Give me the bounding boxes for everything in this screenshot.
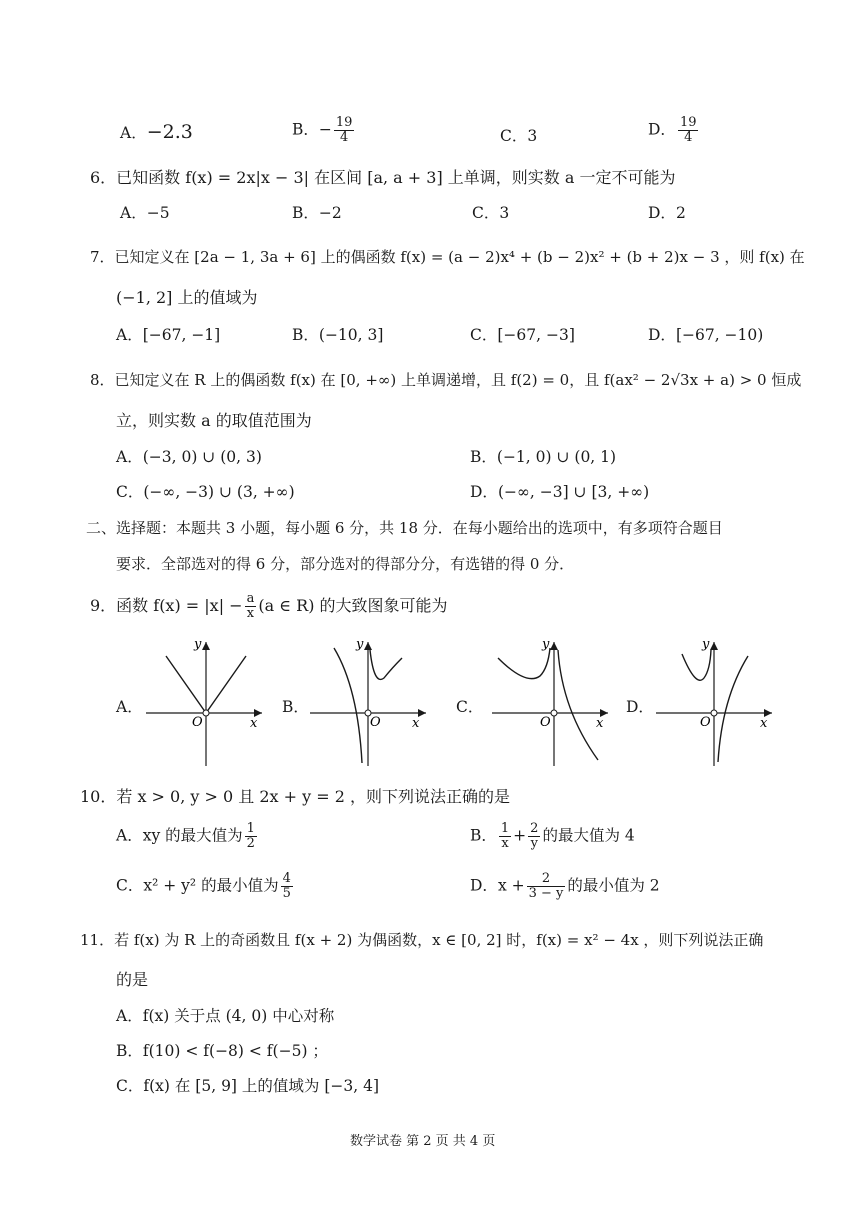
q10-option-b-num2: 2 <box>530 821 539 836</box>
q9-graph-d <box>652 638 777 768</box>
section2-line2: 要求．全部选对的得 6 分，部分选对的得部分分，有选错的得 0 分． <box>116 555 575 573</box>
q8-option-a-text: (−3, 0) ∪ (0, 3) <box>142 448 262 466</box>
q10-option-b-letter: B． <box>470 826 497 845</box>
q5-option-b-sign: − <box>318 120 332 139</box>
q10-option-a-num: 1 <box>246 821 255 836</box>
q9-frac-num: a <box>246 591 255 606</box>
q11-option-b-letter: B． <box>116 1042 143 1060</box>
q9-stem-post: (a ∈ R) 的大致图象可能为 <box>258 596 448 615</box>
origin-label: O <box>700 715 711 730</box>
q9-stem-pre: 9．函数 f(x) = |x| − <box>90 596 243 615</box>
q7-stem-line2: (−1, 2] 上的值域为 <box>116 288 258 307</box>
q10-option-b-fraction1 <box>499 822 511 851</box>
q11-option-c <box>116 1076 379 1096</box>
x-label: x <box>760 716 768 731</box>
open-point <box>551 710 557 716</box>
q10-option-d-pre: x + <box>497 876 525 895</box>
q5-option-b-den: 4 <box>340 130 349 145</box>
q10-option-d-letter: D． <box>470 876 498 895</box>
q11-option-b-text: f(10) < f(−8) < f(−5) ； <box>142 1042 328 1060</box>
q6-option-a <box>120 203 170 223</box>
y-axis-arrow <box>550 642 558 650</box>
q7-option-a <box>116 325 220 345</box>
y-axis-arrow <box>710 642 718 650</box>
q10-option-d-text: 的最小值为 2 <box>567 876 660 895</box>
q10-option-d-den: 3 − y <box>528 886 564 901</box>
q7-stem-line1: 7．已知定义在 [2a − 1, 3a + 6] 上的偶函数 f(x) = (a − 2)x⁴ + (b − 2)x² + (b + 2)x − 3 ，则 f(x) 在 <box>90 248 805 266</box>
q7-option-d <box>648 325 763 345</box>
curve-left-branch <box>334 648 362 763</box>
q6-option-d <box>648 203 686 223</box>
q5-option-d-letter: D． <box>648 120 676 139</box>
page-footer: 数学试卷 第 2 页 共 4 页 <box>350 1134 496 1149</box>
q6-option-d-text: 2 <box>675 204 686 222</box>
q6-option-c-letter: C． <box>472 204 500 222</box>
q8-option-d-letter: D． <box>470 483 498 501</box>
q10-option-a-text: xy 的最大值为 <box>142 826 243 845</box>
q10-option-a-den: 2 <box>246 836 255 851</box>
q10-option-b-plus: + <box>513 826 527 845</box>
q7-option-a-letter: A． <box>116 326 143 344</box>
origin-label: O <box>370 715 381 730</box>
q6-option-c <box>472 203 509 223</box>
q8-option-c <box>116 482 295 502</box>
q9-graph-d-label: D． <box>626 698 654 716</box>
q11-option-a <box>116 1006 334 1026</box>
q10-option-c-den: 5 <box>282 886 291 901</box>
q5-option-d-num: 19 <box>679 115 697 130</box>
q11-stem-line1: 11．若 f(x) 为 R 上的奇函数且 f(x + 2) 为偶函数，x ∈ [0, 2] 时，f(x) = x² − 4x ，则下列说法正确 <box>80 931 764 949</box>
q9-frac-den: x <box>246 606 255 621</box>
q10-option-c-num: 4 <box>282 871 291 886</box>
q11-option-a-text: f(x) 关于点 (4, 0) 中心对称 <box>142 1007 335 1025</box>
x-label: x <box>412 716 420 731</box>
open-point <box>203 710 209 716</box>
q11-stem-line2: 的是 <box>116 970 149 989</box>
q10-option-c-text: x² + y² 的最小值为 <box>143 876 279 895</box>
curve-left-branch <box>682 650 711 680</box>
q5-option-a <box>120 122 193 143</box>
q5-option-c <box>500 126 537 146</box>
y-label: y <box>542 638 550 652</box>
q5-option-a-letter: A． <box>120 124 147 142</box>
q6-option-b-text: −2 <box>318 204 342 222</box>
curve-right-branch <box>558 650 598 760</box>
q7-option-c-letter: C． <box>470 326 498 344</box>
q5-option-b-num: 19 <box>335 115 353 130</box>
y-label: y <box>194 638 202 652</box>
q6-option-a-text: −5 <box>146 204 170 222</box>
y-label: y <box>702 638 710 652</box>
curve-right-branch <box>718 656 748 762</box>
q10-option-a-letter: A． <box>116 826 143 845</box>
q10-option-d-num: 2 <box>527 872 566 887</box>
q7-option-b-text: (−10, 3] <box>318 326 384 344</box>
q10-stem: 10．若 x > 0, y > 0 且 2x + y = 2 ，则下列说法正确的是 <box>80 787 511 806</box>
q7-option-c-text: [−67, −3] <box>497 326 575 344</box>
q6-option-d-letter: D． <box>648 204 676 222</box>
q11-option-b <box>116 1041 328 1061</box>
q9-graph-a-label: A． <box>116 698 143 716</box>
q10-option-b-text: 的最大值为 4 <box>542 826 635 845</box>
q8-option-a-letter: A． <box>116 448 143 466</box>
q10-option-d <box>470 872 660 901</box>
y-axis-arrow <box>202 642 210 650</box>
q10-option-c-fraction <box>281 872 293 901</box>
q11-option-a-letter: A． <box>116 1007 143 1025</box>
curve-right-branch <box>370 650 402 679</box>
q10-option-b-den1: x <box>501 836 509 851</box>
q8-stem-line1: 8．已知定义在 R 上的偶函数 f(x) 在 [0, +∞) 上单调递增，且 f(2) = 0，且 f(ax² − 2√3x + a) > 0 恒成 <box>90 371 802 389</box>
section2-line1: 二、选择题：本题共 3 小题，每小题 6 分，共 18 分．在每小题给出的选项中，有多项符合题目 <box>86 519 723 537</box>
q10-option-b <box>470 822 635 851</box>
q10-option-a-fraction <box>245 822 257 851</box>
q7-option-b <box>292 325 383 345</box>
q9-graph-b-label: B． <box>282 698 309 716</box>
q7-option-a-text: [−67, −1] <box>142 326 221 344</box>
q7-option-d-letter: D． <box>648 326 676 344</box>
q5-option-a-text: −2.3 <box>146 121 193 143</box>
q8-option-b-text: (−1, 0) ∪ (0, 1) <box>496 448 617 466</box>
q9-graph-c <box>488 638 613 768</box>
q11-option-c-letter: C． <box>116 1077 144 1095</box>
q5-option-d <box>648 116 700 145</box>
q6-option-b-letter: B． <box>292 204 319 222</box>
q8-option-d <box>470 482 649 502</box>
q5-option-b-letter: B． <box>292 120 319 139</box>
q8-option-d-text: (−∞, −3] ∪ [3, +∞) <box>497 483 650 501</box>
q10-option-c <box>116 872 295 901</box>
q7-option-c <box>470 325 575 345</box>
q6-option-a-letter: A． <box>120 204 147 222</box>
q5-option-c-text: 3 <box>527 127 538 145</box>
q8-option-b-letter: B． <box>470 448 497 466</box>
q9-stem <box>90 592 448 621</box>
q7-option-d-text: [−67, −10) <box>675 326 764 344</box>
q10-option-b-fraction2 <box>528 822 540 851</box>
y-label: y <box>356 638 364 652</box>
q6-option-c-text: 3 <box>499 204 510 222</box>
x-label: x <box>250 716 258 731</box>
q6-option-b <box>292 203 342 223</box>
q10-option-c-letter: C． <box>116 876 144 895</box>
q7-option-b-letter: B． <box>292 326 319 344</box>
origin-label: O <box>192 715 203 730</box>
q9-fraction <box>245 592 257 621</box>
q10-option-d-fraction <box>527 872 566 901</box>
q5-option-c-letter: C． <box>500 127 528 145</box>
curve-left-branch <box>498 648 550 679</box>
q5-option-d-fraction <box>678 116 699 145</box>
q9-graph-c-label: C． <box>456 698 484 716</box>
q8-option-c-text: (−∞, −3) ∪ (3, +∞) <box>143 483 295 501</box>
y-axis-arrow <box>364 642 372 650</box>
q8-option-c-letter: C． <box>116 483 144 501</box>
q11-option-c-text: f(x) 在 [5, 9] 上的值域为 [−3, 4] <box>143 1077 379 1095</box>
q5-option-b-fraction <box>334 116 355 145</box>
q10-option-a <box>116 822 259 851</box>
q10-option-b-num1: 1 <box>500 821 510 836</box>
q5-option-d-den: 4 <box>684 130 693 145</box>
q10-option-b-den2: y <box>530 836 538 851</box>
q9-graph-b <box>306 638 431 768</box>
x-label: x <box>596 716 604 731</box>
q5-option-b <box>292 116 356 145</box>
q9-graph-a <box>142 638 267 768</box>
q6-stem: 6．已知函数 f(x) = 2x|x − 3| 在区间 [a, a + 3] 上单调，则实数 a 一定不可能为 <box>90 168 676 187</box>
origin-label: O <box>540 715 551 730</box>
q8-stem-line2: 立，则实数 a 的取值范围为 <box>116 411 312 430</box>
open-point <box>711 710 717 716</box>
q8-option-a <box>116 447 262 467</box>
q8-option-b <box>470 447 616 467</box>
